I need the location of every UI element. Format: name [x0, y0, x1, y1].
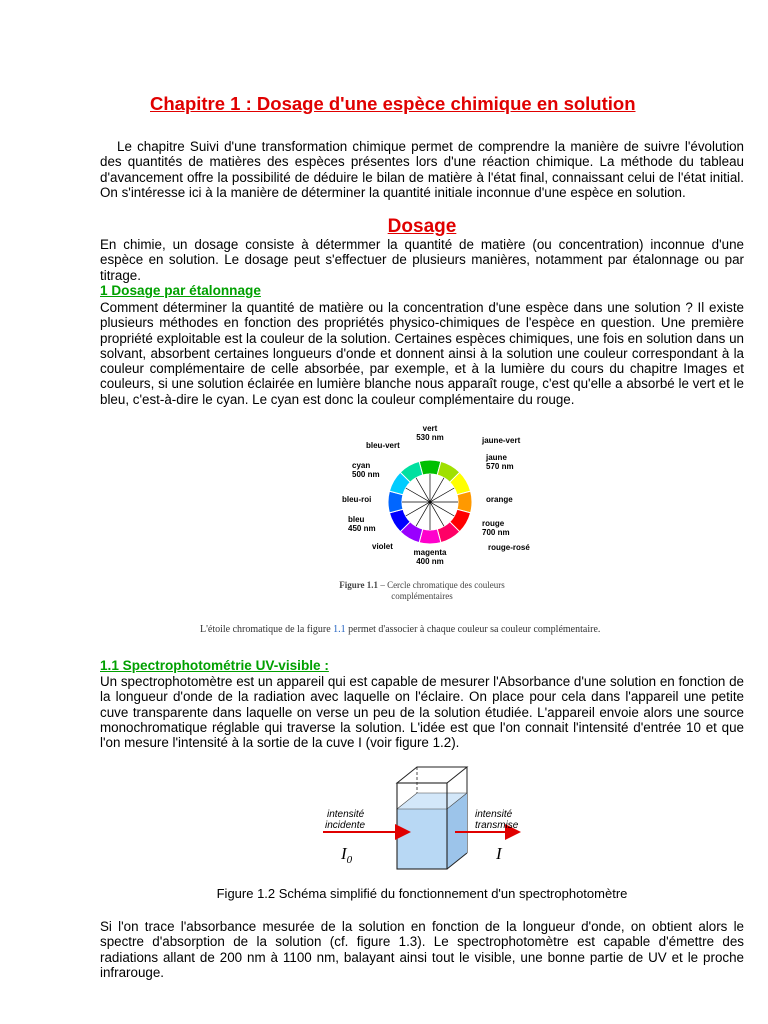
incident-label-2: incidente [325, 820, 366, 831]
wheel-label-bleu: bleu 450 nm [348, 515, 376, 533]
chapter-title: Chapitre 1 : Dosage d'une espèce chimique en solution [150, 93, 636, 114]
wheel-label-bleu-vert: bleu-vert [366, 441, 400, 450]
intro-paragraph: Le chapitre Suivi d'une transformation chimique permet de comprendre la manière de suivre l'évolution des quantités de matières des espèces présentes lors d'une réaction chimique. La méthode du tableau d'avancement offre la possibilité de déduire le bilan de matière à l'état final, connaissant celui de l'état initial. On s'intéresse ici à la manière de déterminer la quantité initiale inconnue d'une espèce en solution. [100, 139, 744, 200]
figure-2-caption: Figure 1.2 Schéma simplifié du fonctionnement d'un spectrophotomètre [216, 886, 628, 901]
figure-1-number: Figure 1.1 [339, 580, 379, 590]
color-wheel-figure [330, 420, 530, 580]
cuvette-top [397, 767, 467, 783]
figure-reference-link[interactable]: 1.1 [333, 624, 346, 635]
wheel-label-magenta: magenta 400 nm [413, 548, 447, 566]
section-heading-spectro: 1.1 Spectrophotométrie UV-visible : [100, 658, 329, 673]
wheel-label-rouge-rosé: rouge-rosé [488, 543, 530, 552]
section-heading-etalonnage: 1 Dosage par étalonnage [100, 283, 261, 298]
transmitted-label-1: intensité [475, 809, 513, 820]
figure-1-text: – Cercle chromatique des couleurs complémentaires [378, 580, 505, 601]
wheel-label-violet: violet [372, 542, 393, 551]
wheel-label-orange: orange [486, 495, 513, 504]
cuvette-liquid [397, 809, 447, 869]
dosage-heading: Dosage [387, 216, 457, 237]
wheel-label-cyan: cyan 500 nm [352, 461, 380, 479]
absorption-paragraph: Si l'on trace l'absorbance mesurée de la solution en fonction de la longueur d'onde, on obtient alors le spectre d'absorption de la solution (cf. figure 1.3). Le spectrophotomètre est capable d'émettre des radiations allant de 200 nm à 1100 nm, balayant ainsi tout le visible, une bonne partie de UV et le proche infrarouge. [100, 919, 744, 980]
incident-label-1: intensité [327, 809, 365, 820]
etoile-sentence [200, 624, 600, 635]
wheel-label-rouge: rouge 700 nm [482, 519, 510, 537]
wheel-label-vert: vert 530 nm [416, 424, 444, 442]
etalonnage-paragraph: Comment déterminer la quantité de matière ou la concentration d'une espèce dans une solution ? Il existe plusieurs méthodes en fonction des propriétés physico-chimiques de l'espèce en question. Une première propriété exploitable est la couleur de la solution. Certaines espèces chimiques, une fois en solution dans un solvant, absorbent certaines longueurs d'onde et donnent ainsi à la solution une couleur correspondant à la couleur complémentaire de celle absorbée, par exemple, et à la lumière du cours du chapitre Images et couleurs, si une solution éclairée en lumière blanche nous apparaît rouge, c'est qu'elle a absorbé le vert et le bleu, c'est-à-dire le cyan. Le cyan est donc la couleur complémentaire du rouge. [100, 300, 744, 407]
etoile-text-after: permet d'associer à chaque couleur sa couleur complémentaire. [345, 624, 601, 635]
dosage-paragraph: En chimie, un dosage consiste à détermmer la quantité de matière (ou concentration) inconnue d'une espèce en solution. Le dosage peut s'effectuer de plusieurs manières, notamment par étalonnage ou par titrage. [100, 237, 744, 283]
color-wheel-labels [342, 424, 530, 566]
cuvette-diagram [315, 763, 525, 879]
incident-symbol: $I_0$ [341, 844, 353, 866]
wheel-label-jaune: jaune 570 nm [486, 453, 514, 471]
wheel-label-bleu-roi: bleu-roi [342, 495, 372, 504]
wheel-label-jaune-vert: jaune-vert [482, 436, 521, 445]
transmitted-symbol: I [496, 844, 502, 863]
transmitted-label-2: transmise [475, 820, 519, 831]
figure-1-caption [312, 580, 532, 602]
spectro-paragraph: Un spectrophotomètre est un appareil qui est capable de mesurer l'Absorbance d'une solution en fonction de la longueur d'onde de la radiation avec laquelle on l'éclaire. On place pour cela dans l'appareil une petite cuve transparente dans laquelle on verse un peu de la solution étudiée. L'appareil envoie alors une source monochromatique réglable qui traverse la solution. L'idée est que l'on connait l'intensité d'entrée 10 et que l'on mesure l'intensité à la sortie de la cuve I (voir figure 1.2). [100, 674, 744, 751]
etoile-text-before: L'étoile chromatique de la figure [200, 624, 334, 635]
